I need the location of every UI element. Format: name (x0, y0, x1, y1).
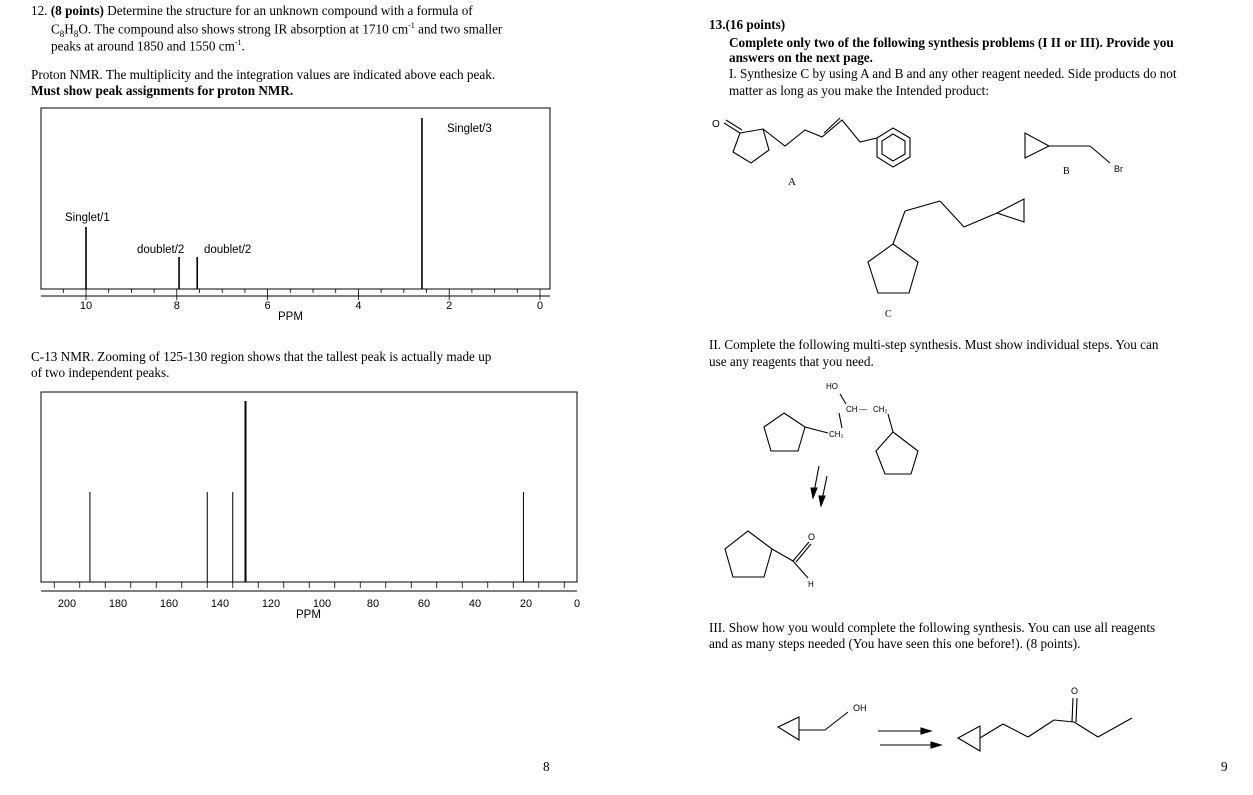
hnmr-tick-label: 0 (536, 300, 544, 312)
p1-line2: matter as long as you make the Intended product: (729, 83, 990, 98)
p1-line1: I. Synthesize C by using A and B and any other reagent needed. Side products do not (729, 66, 1177, 81)
label-a: A (788, 176, 796, 188)
atom-ch2-lower: CH₂ (829, 430, 844, 439)
atom-ch2: CH₂ (873, 405, 888, 414)
p3-line2: and as many steps needed (You have seen this one before!). (8 points). (709, 636, 1081, 651)
hnmr-tick-marks (63, 289, 540, 300)
cnmr-tick-label: 160 (159, 598, 179, 610)
q12-line3: peaks at around 1850 and 1550 $cm^{-1}$. (51, 38, 245, 54)
hnmr-peak-label: doublet/2 (137, 244, 185, 256)
cnmr-tick-label: 40 (468, 598, 482, 610)
c13-line1: C-13 NMR. Zooming of 125-130 region shows that the tallest peak is actually made up (31, 349, 492, 364)
structure-iii-product (958, 698, 1132, 751)
structure-ii-product (725, 531, 811, 578)
p3-line1: III. Show how you would complete the following synthesis. You can use all reagents (709, 620, 1156, 635)
p2-line2: use any reagents that you need. (709, 354, 874, 369)
q12-line1: 12. (8 points) Determine the structure for an unknown compound with a formula of (31, 3, 473, 18)
hnmr-frame (41, 108, 550, 289)
structure-c (868, 199, 1024, 293)
q12-line2: $C_8H_8O$. The compound also shows strong IR absorption at 1710 $cm^{-1}$ and two smaller (51, 21, 503, 40)
label-c: C (885, 309, 892, 320)
p2-line1: II. Complete the following multi-step synthesis. Must show individual steps. You can (709, 337, 1159, 352)
atom-ch: CH (846, 405, 858, 414)
label-b: B (1063, 166, 1070, 177)
cnmr-tick-label: 100 (312, 598, 332, 610)
atom-ho: HO (826, 382, 838, 391)
page-number-right: 9 (1221, 759, 1228, 774)
structure-a (724, 118, 910, 167)
atom-br: Br (1114, 164, 1123, 174)
cnmr-spectrum (41, 392, 580, 621)
page-number-left: 8 (543, 759, 550, 774)
hnmr-tick-label: 8 (173, 300, 180, 312)
hnmr-peak-label: Singlet/3 (447, 123, 492, 135)
hnmr-peak-label: Singlet/1 (65, 212, 110, 224)
hnmr-tick-label: 2 (446, 300, 453, 312)
cnmr-tick-marks (54, 582, 564, 588)
cnmr-tick-label: 20 (519, 598, 533, 610)
cnmr-peaks (90, 401, 524, 582)
cnmr-frame (41, 392, 577, 582)
cnmr-tick-label: 200 (57, 598, 77, 610)
hnmr-peaks (86, 118, 422, 289)
cnmr-tick-label: 80 (366, 598, 380, 610)
hnmr-spectrum (41, 108, 550, 323)
atom-h: H (808, 580, 814, 589)
atom-o: O (712, 119, 720, 130)
proton-intro: Proton NMR. The multiplicity and the integration values are indicated above each peak. (31, 67, 496, 82)
cnmr-tick-label: 120 (261, 598, 281, 610)
q13-instr1: Complete only two of the following synthesis problems (I II or III). Provide you (729, 35, 1174, 50)
cnmr-tick-label: 180 (108, 598, 128, 610)
bond-dash: — (859, 405, 867, 414)
cnmr-tick-label: 0 (573, 598, 581, 610)
hnmr-peak-label: doublet/2 (204, 244, 252, 256)
hnmr-tick-label: 4 (355, 300, 362, 312)
double-arrow-down (811, 466, 827, 506)
cnmr-tick-label: 60 (417, 598, 431, 610)
q13-instr2: answers on the next page. (729, 50, 873, 65)
hnmr-tick-label: 10 (79, 300, 93, 312)
structure-iii-start (778, 712, 848, 740)
structure-b (1025, 133, 1110, 163)
q13-header: 13.(16 points) (709, 17, 786, 32)
hnmr-axis-label: PPM (278, 311, 303, 323)
cnmr-tick-label: 140 (210, 598, 230, 610)
reaction-arrow-right (878, 728, 941, 748)
atom-oh: OH (853, 703, 867, 713)
cnmr-axis-label: PPM (296, 609, 321, 621)
atom-o2: O (808, 532, 816, 542)
hnmr-tick-label: 6 (264, 300, 271, 312)
c13-line2: of two independent peaks. (31, 365, 170, 380)
atom-o3: O (1071, 686, 1079, 696)
proton-must: Must show peak assignments for proton NMR. (31, 83, 294, 98)
